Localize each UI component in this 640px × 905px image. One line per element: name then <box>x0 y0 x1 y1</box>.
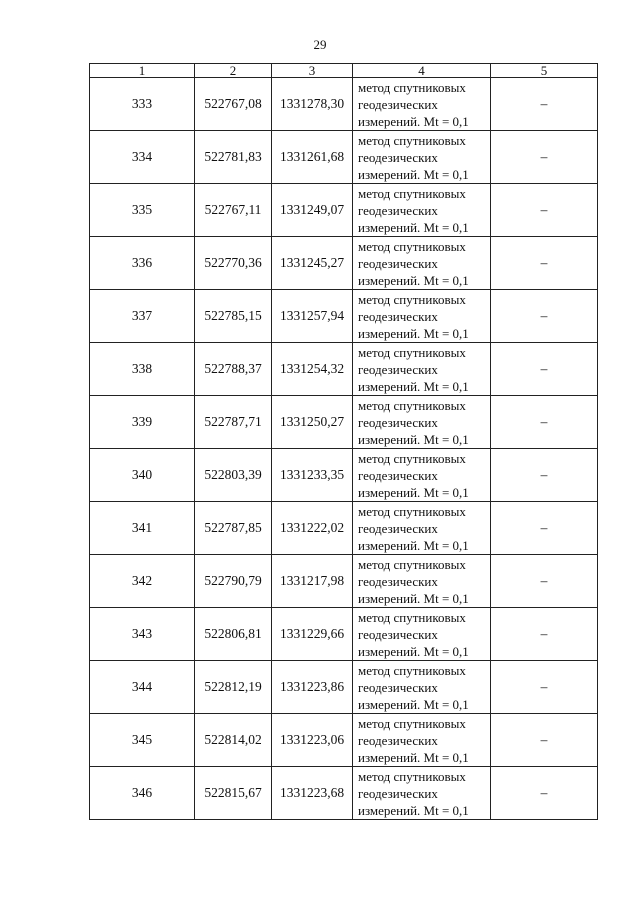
point-number-cell: 346 <box>90 767 195 820</box>
method-line: измерений. Mt = 0,1 <box>358 696 469 712</box>
method-line: измерений. Mt = 0,1 <box>358 643 469 659</box>
note-cell: – <box>491 714 598 767</box>
note-cell: – <box>491 131 598 184</box>
table-row <box>90 237 598 290</box>
y-coordinate-cell: 1331222,02 <box>272 502 353 555</box>
method-line: измерений. Mt = 0,1 <box>358 590 469 606</box>
x-coordinate-cell: 522767,08 <box>195 78 272 131</box>
page-number: 29 <box>313 37 327 52</box>
method-line: измерений. Mt = 0,1 <box>358 113 469 129</box>
method-line: геодезических <box>358 785 438 801</box>
column-header-3: 3 <box>272 64 353 78</box>
y-coordinate-cell: 1331223,68 <box>272 767 353 820</box>
note-cell: – <box>491 343 598 396</box>
x-coordinate-cell: 522815,67 <box>195 767 272 820</box>
table-body <box>90 78 598 820</box>
method-line: метод спутниковых <box>358 715 466 731</box>
x-coordinate-cell: 522806,81 <box>195 608 272 661</box>
method-line: геодезических <box>358 467 438 483</box>
x-coordinate-cell: 522770,36 <box>195 237 272 290</box>
method-line: измерений. Mt = 0,1 <box>358 537 469 553</box>
point-number-cell: 341 <box>90 502 195 555</box>
point-number-cell: 336 <box>90 237 195 290</box>
method-cell <box>353 502 491 555</box>
x-coordinate-cell: 522787,71 <box>195 396 272 449</box>
table-row <box>90 78 598 131</box>
y-coordinate-cell: 1331229,66 <box>272 608 353 661</box>
method-line: измерений. Mt = 0,1 <box>358 219 469 235</box>
method-line: геодезических <box>358 149 438 165</box>
y-coordinate-cell: 1331223,86 <box>272 661 353 714</box>
method-line: геодезических <box>358 732 438 748</box>
y-coordinate-cell: 1331233,35 <box>272 449 353 502</box>
method-line: измерений. Mt = 0,1 <box>358 166 469 182</box>
note-cell: – <box>491 184 598 237</box>
table-row <box>90 290 598 343</box>
method-cell <box>353 449 491 502</box>
table-row <box>90 184 598 237</box>
x-coordinate-cell: 522781,83 <box>195 131 272 184</box>
table-row <box>90 396 598 449</box>
point-number-cell: 343 <box>90 608 195 661</box>
method-line: метод спутниковых <box>358 238 466 254</box>
method-line: метод спутниковых <box>358 291 466 307</box>
method-cell <box>353 184 491 237</box>
x-coordinate-cell: 522787,85 <box>195 502 272 555</box>
method-line: метод спутниковых <box>358 397 466 413</box>
x-coordinate-cell: 522790,79 <box>195 555 272 608</box>
method-line: метод спутниковых <box>358 503 466 519</box>
y-coordinate-cell: 1331250,27 <box>272 396 353 449</box>
note-cell: – <box>491 78 598 131</box>
method-line: геодезических <box>358 414 438 430</box>
x-coordinate-cell: 522785,15 <box>195 290 272 343</box>
method-line: измерений. Mt = 0,1 <box>358 802 469 818</box>
y-coordinate-cell: 1331245,27 <box>272 237 353 290</box>
method-line: метод спутниковых <box>358 556 466 572</box>
method-line: измерений. Mt = 0,1 <box>358 325 469 341</box>
method-line: измерений. Mt = 0,1 <box>358 378 469 394</box>
point-number-cell: 337 <box>90 290 195 343</box>
method-line: геодезических <box>358 255 438 271</box>
method-line: метод спутниковых <box>358 79 466 95</box>
y-coordinate-cell: 1331249,07 <box>272 184 353 237</box>
note-cell: – <box>491 449 598 502</box>
method-cell <box>353 78 491 131</box>
point-number-cell: 333 <box>90 78 195 131</box>
method-line: измерений. Mt = 0,1 <box>358 431 469 447</box>
note-cell: – <box>491 290 598 343</box>
column-header-1: 1 <box>90 64 195 78</box>
note-cell: – <box>491 502 598 555</box>
method-line: геодезических <box>358 573 438 589</box>
method-cell <box>353 343 491 396</box>
x-coordinate-cell: 522767,11 <box>195 184 272 237</box>
table-row <box>90 555 598 608</box>
table-row <box>90 661 598 714</box>
method-line: геодезических <box>358 520 438 536</box>
method-line: геодезических <box>358 626 438 642</box>
x-coordinate-cell: 522788,37 <box>195 343 272 396</box>
point-number-cell: 334 <box>90 131 195 184</box>
table-row <box>90 131 598 184</box>
method-cell <box>353 767 491 820</box>
method-line: метод спутниковых <box>358 132 466 148</box>
method-line: метод спутниковых <box>358 662 466 678</box>
method-cell <box>353 555 491 608</box>
point-number-cell: 338 <box>90 343 195 396</box>
method-cell <box>353 714 491 767</box>
point-number-cell: 339 <box>90 396 195 449</box>
x-coordinate-cell: 522812,19 <box>195 661 272 714</box>
x-coordinate-cell: 522803,39 <box>195 449 272 502</box>
method-line: измерений. Mt = 0,1 <box>358 749 469 765</box>
point-number-cell: 344 <box>90 661 195 714</box>
point-number-cell: 340 <box>90 449 195 502</box>
y-coordinate-cell: 1331278,30 <box>272 78 353 131</box>
note-cell: – <box>491 396 598 449</box>
note-cell: – <box>491 767 598 820</box>
y-coordinate-cell: 1331254,32 <box>272 343 353 396</box>
note-cell: – <box>491 237 598 290</box>
method-line: геодезических <box>358 308 438 324</box>
column-header-5: 5 <box>491 64 598 78</box>
table-row <box>90 767 598 820</box>
method-cell <box>353 608 491 661</box>
table-header-row <box>90 64 598 78</box>
point-number-cell: 342 <box>90 555 195 608</box>
note-cell: – <box>491 661 598 714</box>
y-coordinate-cell: 1331261,68 <box>272 131 353 184</box>
y-coordinate-cell: 1331217,98 <box>272 555 353 608</box>
method-cell <box>353 661 491 714</box>
table-row <box>90 714 598 767</box>
table-row <box>90 343 598 396</box>
table-row <box>90 449 598 502</box>
method-cell <box>353 290 491 343</box>
method-line: геодезических <box>358 202 438 218</box>
method-line: метод спутниковых <box>358 450 466 466</box>
note-cell: – <box>491 555 598 608</box>
method-line: метод спутниковых <box>358 768 466 784</box>
method-line: метод спутниковых <box>358 185 466 201</box>
method-line: геодезических <box>358 96 438 112</box>
y-coordinate-cell: 1331257,94 <box>272 290 353 343</box>
method-line: измерений. Mt = 0,1 <box>358 484 469 500</box>
method-cell <box>353 237 491 290</box>
method-cell <box>353 131 491 184</box>
method-cell <box>353 396 491 449</box>
method-line: измерений. Mt = 0,1 <box>358 272 469 288</box>
column-header-2: 2 <box>195 64 272 78</box>
point-number-cell: 335 <box>90 184 195 237</box>
x-coordinate-cell: 522814,02 <box>195 714 272 767</box>
point-number-cell: 345 <box>90 714 195 767</box>
method-line: метод спутниковых <box>358 609 466 625</box>
coordinates-table <box>89 63 598 820</box>
y-coordinate-cell: 1331223,06 <box>272 714 353 767</box>
table-row <box>90 608 598 661</box>
note-cell: – <box>491 608 598 661</box>
column-header-4: 4 <box>353 64 491 78</box>
method-line: геодезических <box>358 361 438 377</box>
method-line: метод спутниковых <box>358 344 466 360</box>
table-row <box>90 502 598 555</box>
method-line: геодезических <box>358 679 438 695</box>
